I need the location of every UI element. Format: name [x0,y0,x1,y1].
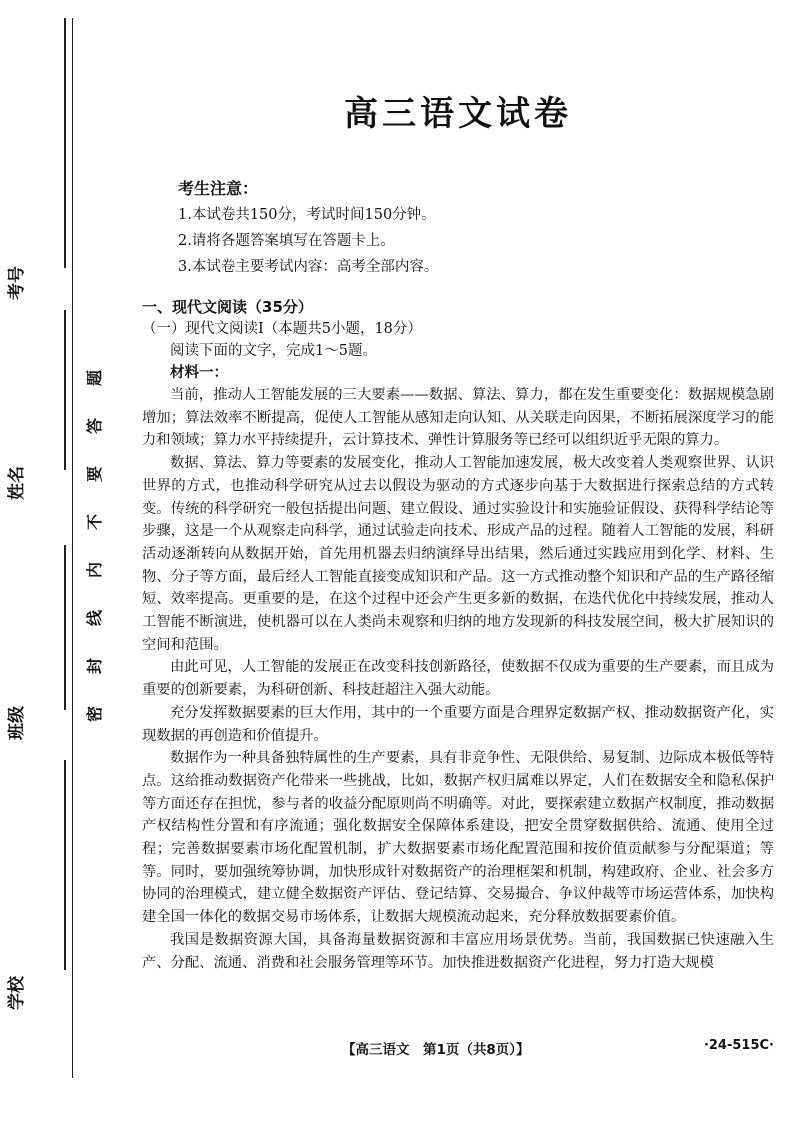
footer-code: ·24-515C· [703,1038,774,1053]
page-footer [142,1038,774,1060]
xuexiao-write-line [64,760,66,970]
notice-item: 2.请将各题答案填写在答题卡上。 [178,233,395,249]
seal-char: 答 [85,418,104,435]
label-xuexiao: 学校 [7,976,27,1010]
paragraph: 由此可见，人工智能的发展正在改变科技创新路径，使数据不仅成为重要的生产要素，而且成为重要的创新要素，为科研创新、科技赶超注入强大动能。 [142,659,774,699]
seal-char: 题 [85,370,104,387]
label-xingming: 姓名 [7,466,27,500]
xingming-write-line [64,310,66,470]
page-title: 高三语文试卷 [344,94,572,134]
exam-notice [178,176,738,280]
material-label: 材料一： [170,364,228,381]
notice-heading: 考生注意： [178,179,259,198]
seal-char: 内 [85,562,104,579]
notice-item: 1.本试卷共150分，考试时间150分钟。 [178,207,436,223]
subsection-heading: （一）现代文阅读Ⅰ（本题共5小题，18分） [142,321,422,337]
binding-margin [0,0,120,1122]
reading-instruction: 阅读下面的文字，完成1～5题。 [170,343,377,359]
notice-item: 3.本试卷主要考试内容：高考全部内容。 [178,259,439,275]
seal-char: 密 [85,706,104,723]
seal-char: 封 [85,658,104,675]
binding-line [72,18,73,1078]
label-kaohao: 考号 [7,266,27,300]
reading-section [142,296,774,974]
paragraph: 当前，推动人工智能发展的三大要素——数据、算法、算力，都在发生重要变化：数据规模急剧增加；算法效率不断提高，促使人工智能从感知走向认知、从关联走向因果，不断拓展深度学习的能力和领域；算力水平持续提升，云计算技术、弹性计算服务等已经可以组织近乎无限的算力。 [142,387,774,449]
kaohao-write-line [64,18,66,268]
seal-char: 不 [85,514,104,531]
banji-write-line [64,545,66,710]
seal-char: 线 [85,610,104,627]
paragraph: 数据、算法、算力等要素的发展变化，推动人工智能加速发展，极大改变着人类观察世界、认识世界的方式，也推动科学研究从过去以假设为驱动的方式逐步向基于大数据进行探索总结的方式转变。传统的科学研究一般包括提出问题、建立假设、通过实验设计和实施验证假设、获得科学结论等步骤，这是一个从观察走向科学，通过试验走向技术、形成产品的过程。随着人工智能的发展，科研活动逐渐转向从数据开始，首先用机器去归纳演绎导出结果，然后通过实践应用到化学、材料、生物、分子等方面，最后经人工智能直接变成知识和产品。这一方式推动整个知识和产品的生产路径缩短、效率提高。更重要的是，在这个过程中还会产生更多新的数据，在迭代优化中持续发展，推动人工智能不断演进，使机器可以在人类尚未观察和归纳的地方发现新的科技发展空间，极大扩展知识的空间和范围。 [142,455,774,653]
label-banji: 班级 [7,706,27,740]
seal-text [85,360,112,732]
footer-page-info: 【高三语文 第1页（共8页）】 [342,1042,530,1058]
paragraph: 数据作为一种具备独特属性的生产要素，具有非竞争性、无限供给、易复制、边际成本极低等特点。这给推动数据资产化带来一些挑战，比如，数据产权归属难以界定，人们在数据安全和隐私保护等方面还存在担忧，参与者的收益分配原则尚不明确等。对此，要探索建立数据产权制度，推动数据产权结构性分置和有序流通；强化数据安全保障体系建设，把安全贯穿数据供给、流通、使用全过程；完善数据要素市场化配置机制，扩大数据要素市场化配置范围和按价值贡献参与分配渠道；等等。同时，要加强统筹协调，加快形成针对数据资产的治理框架和机制，构建政府、企业、社会多方协同的治理模式，建立健全数据资产评估、登记结算、交易撮合、争议仲裁等市场运营体系，加快构建全国一体化的数据交易市场体系，让数据大规模流动起来，充分释放数据要素价值。 [142,750,774,926]
paragraph: 充分发挥数据要素的巨大作用，其中的一个重要方面是合理界定数据产权、推动数据资产化，实现数据的再创造和价值提升。 [142,704,774,744]
paragraph: 我国是数据资源大国，具备海量数据资源和丰富应用场景优势。当前，我国数据已快速融入生产、分配、流通、消费和社会服务管理等环节。加快推进数据资产化进程，努力打造大规模 [142,931,774,971]
seal-char: 要 [85,466,104,483]
section-heading: 一、现代文阅读（35分） [142,298,313,316]
